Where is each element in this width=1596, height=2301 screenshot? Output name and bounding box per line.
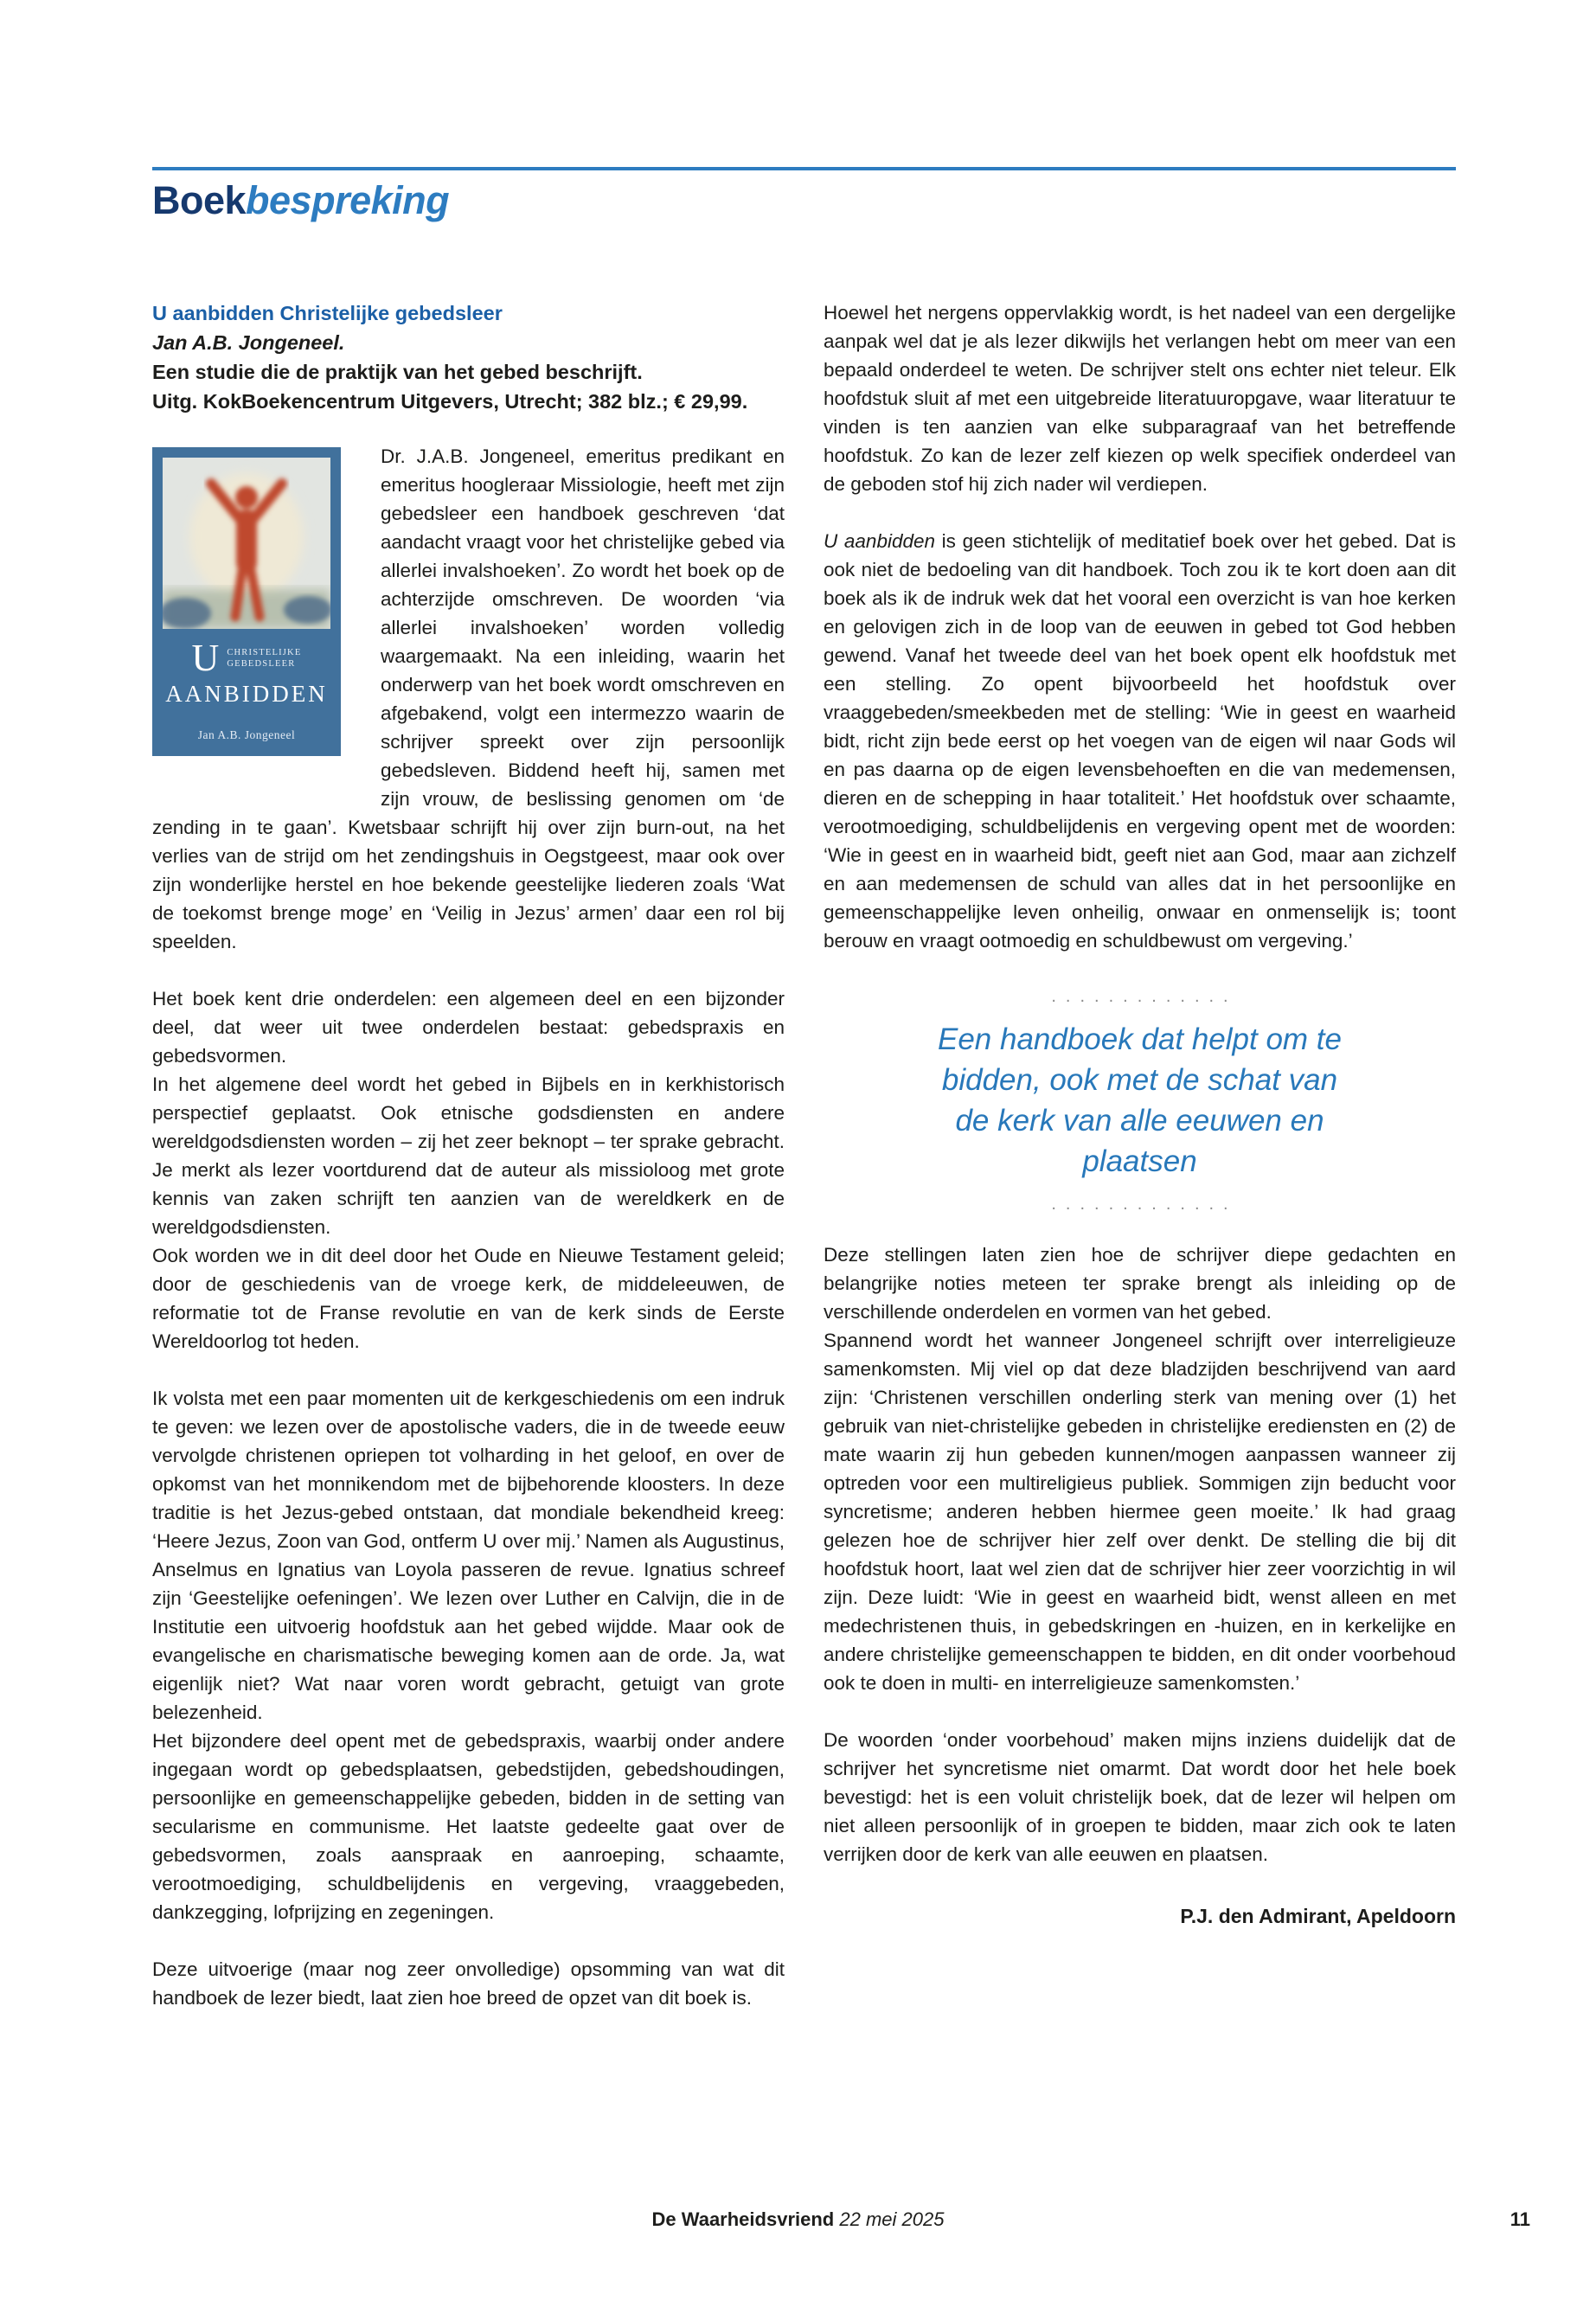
journal-name: De Waarheidsvriend — [651, 2208, 835, 2230]
paragraph: In het algemene deel wordt het gebed in Bijbels en in kerkhistorisch perspectief geplaatst. Ook etnische godsdiensten en andere wereldgodsdiensten worden – zij het zeer beknopt – ter sprake gebracht. Je merkt als lezer voortdurend dat de auteur als missioloog met grote kennis van zaken schrijft ten aanzien van de wereldkerk en de wereldgodsdiensten. — [152, 1074, 785, 1238]
book-cover — [152, 447, 341, 756]
cover-title-word: AANBIDDEN — [165, 681, 328, 707]
pull-quote-text: Een handboek dat helpt om te bidden, ook met de schat van de kerk van alle eeuwen en plaatsen — [937, 1022, 1342, 1178]
cover-title-row — [163, 639, 330, 677]
content-columns — [152, 298, 1456, 2012]
book-title-inline-italic: U aanbidden — [824, 530, 936, 552]
book-cover-art — [163, 458, 330, 629]
paragraph: Het boek kent drie onderdelen: een algemeen deel en een bijzonder deel, dat weer uit twee onderdelen bestaat: gebedspraxis en gebedsvormen. — [152, 988, 785, 1067]
cover-initial: U — [191, 637, 220, 679]
book-author: Jan A.B. Jongeneel. — [152, 331, 345, 354]
book-subtitle: Een studie die de praktijk van het gebed beschrijft. — [152, 361, 643, 383]
paragraph: Deze stellingen laten zien hoe de schrijver diepe gedachten en belangrijke noties meteen ter sprake brengt als inleiding op de verschillende onderdelen en vormen van het gebed. — [824, 1244, 1456, 1323]
paragraph: Hoewel het nergens oppervlakkig wordt, is het nadeel van een dergelijke aanpak wel dat je als lezer dikwijls het verlangen hebt om meer van een bepaald onderdeel te weten. De schrijver stelt ons echter niet teleur. Elk hoofdstuk sluit af met een uitgebreide literatuuropgave, waar literatuur te vinden is ten aanzien van elke subparagraaf van het betreffende hoofdstuk. Zo kan de lezer zelf kiezen op welk specifiek onderdeel van de geboden stof hij zich nader wil verdiepen. — [824, 302, 1456, 495]
review-body-left — [152, 442, 785, 2012]
cover-author: Jan A.B. Jongeneel — [197, 728, 296, 741]
paragraph-text: is geen stichtelijk of meditatief boek over het gebed. Dat is ook niet de bedoeling van dit handboek. Toch zou ik te kort doen aan dit boek als ik de indruk wek dat het vooral een overzicht is van hoe kerken en gelovigen zich in de loop van de eeuwen in gebed tot God hebben gewend. Vanaf het tweede deel van het boek opent elk hoofdstuk met een stelling. Zo opent bijvoorbeeld het hoofdstuk over vraaggebeden/smeekbeden met de stelling: ‘Wie in geest en waarheid bidt, richt zijn bede eerst op het voegen van de eigen wil naar Gods wil en pas daarna op de eigen levensbehoeften en die van medemensen, dieren en de schepping in haar totaliteit.’ Het hoofdstuk over schaamte, verootmoediging, schuldbelijdenis en vergeving opent met de woorden: ‘Wie in geest en in waarheid bidt, geeft niet aan God, maar aan zichzelf en aan medemensen de schuld van alles dat in het persoonlijke en gemeenschappelijke leven onheilig, onwaar en onmenselijk is; toont berouw en vraagt ootmoedig en schuldbewust om vergeving.’ — [824, 530, 1456, 952]
book-publisher: Uitg. KokBoekencentrum Uitgevers, Utrecht; 382 blz.; € 29,99. — [152, 390, 748, 413]
paragraph: Het bijzondere deel opent met de gebedspraxis, waarbij onder andere ingegaan wordt op gebedsplaatsen, gebedstijden, gebedshoudingen, persoonlijke en gemeenschappelijke gebeden, bidden in de setting van secularisme en communisme. Het laatste gedeelte gaat over de gebedsvormen, zoals aanspraak en aanroeping, schaamte, verootmoediging, schuldbelijdenis en vergeving, vraaggebeden, dankzegging, lofprijzing en zegeningen. — [152, 1730, 785, 1923]
section-title-italic: bespreking — [246, 178, 450, 222]
page-footer — [0, 2208, 1596, 2231]
right-column — [824, 298, 1456, 2012]
paragraph: De woorden ‘onder voorbehoud’ maken mijns inziens duidelijk dat de schrijver het syncretisme niet omarmt. Dat wordt door het hele boek bevestigd: het is een voluit christelijk boek, dat de lezer wil helpen om niet alleen persoonlijk of in groepen te bidden, maar zich ook te laten verrijken door de kerk van alle eeuwen en plaatsen. — [824, 1729, 1456, 1865]
book-info — [152, 298, 785, 416]
cover-series-line2: GEBEDSLEER — [227, 659, 296, 669]
cover-series — [227, 647, 301, 670]
book-title: U aanbidden Christelijke gebedsleer — [152, 302, 503, 324]
cover-painting — [163, 458, 330, 629]
page-number: 11 — [1509, 2208, 1530, 2230]
paragraph: Ik volsta met een paar momenten uit de kerkgeschiedenis om een indruk te geven: we lezen over de apostolische vaders, die in de tweede eeuw vervolgde christenen opriepen tot volharding in het geloof, en over de opkomst van het monnikendom met de bijbehorende kloosters. In deze traditie is het Jezus-gebed ontstaan, dat mondiale bekendheid kreeg: ‘Heere Jezus, Zoon van God, ontferm U over mij.’ Namen als Augustinus, Anselmus en Ignatius van Loyola passeren de revue. Ignatius schreef zijn ‘Geestelijke oefeningen’. We lezen over Luther en Calvijn, die in de Institutie een uitvoerig hoofdstuk aan het gebed wijdde. Maar ook de evangelische en charismatische beweging komen aan de orde. Ja, wat eigenlijk niet? Wat naar voren wordt gebracht, getuigt van grote belezenheid. — [152, 1388, 785, 1723]
section-title-bold: Boek — [152, 178, 247, 222]
header-rule — [152, 167, 1456, 170]
paragraph — [824, 527, 1456, 955]
review-signature: P.J. den Admirant, Apeldoorn — [1180, 1905, 1456, 1927]
paragraph: Ook worden we in dit deel door het Oude en Nieuwe Testament geleid; door de geschiedenis van de vroege kerk, de middeleeuwen, de reformatie tot de Franse revolutie en van de kerk sinds de Eerste Wereldoorlog tot heden. — [152, 1245, 785, 1352]
left-column — [152, 298, 785, 2012]
dots-separator-bottom: ............. — [1051, 1195, 1238, 1214]
issue-date: 22 mei 2025 — [839, 2208, 945, 2230]
dots-separator-top: ............. — [1051, 987, 1238, 1006]
section-title — [152, 178, 449, 223]
pull-quote — [824, 988, 1456, 1213]
paragraph: Deze uitvoerige (maar nog zeer onvolledige) opsomming van wat dit handboek de lezer biedt, laat zien hoe breed de opzet van dit boek is. — [152, 1958, 785, 2009]
paragraph: Dr. J.A.B. Jongeneel, emeritus predikant en emeritus hoogleraar Missiologie, heeft met zijn gebedsleer een handboek geschreven ‘dat aandacht vraagt voor het christelijke gebed via allerlei invalshoeken’. Zo wordt het boek op de achterzijde omschreven. De woorden ‘via allerlei invalshoeken’ worden volledig waargemaakt. Na een inleiding, waarin het onderwerp van het boek wordt omschreven en afgebakend, volgt een intermezzo waarin de schrijver spreekt over zijn persoonlijk gebedsleven. Biddend heeft hij, samen met zijn vrouw, de beslissing genomen om ‘de zending in te gaan’. Kwetsbaar schrijft hij over zijn burn-out, na het verlies van de strijd om het zendingshuis in Oegstgeest, maar ook over zijn wonderlijke herstel en hoe bekende geestelijke liederen zoals ‘Wat de toekomst brenge moge’ en ‘Veilig in Jezus’ armen’ daar een rol bij speelden. — [152, 445, 785, 952]
cover-series-line1: CHRISTELIJKE — [227, 648, 302, 657]
paragraph: Spannend wordt het wanneer Jongeneel schrijft over interreligieuze samenkomsten. Mij viel op dat deze bladzijden beschrijvend van aard zijn: ‘Christenen verschillen onderling sterk van mening over (1) het gebruik van niet-christelijke gebeden in christelijke erediensten en (2) de mate waarin zij hun gebeden kunnen/mogen aanpassen wanneer zij optreden voor een multireligieus publiek. Sommigen zijn beducht voor syncretisme; anderen hebben hiermee geen moeite.’ Ik had graag gelezen hoe de schrijver hier zelf over denkt. De stelling die bij dit hoofdstuk hoort, laat wel zien dat de schrijver hier zeer voorzichtig in wil zijn. Deze luidt: ‘Wie in geest en waarheid bidt, wenst alleen en met medechristenen thuis, in gebedskringen en -huizen, en in kerkelijke en andere christelijke gemeenschappen te bidden, en dit onder voorbehoud ook te doen in multi- en interreligieuze samenkomsten.’ — [824, 1330, 1456, 1694]
